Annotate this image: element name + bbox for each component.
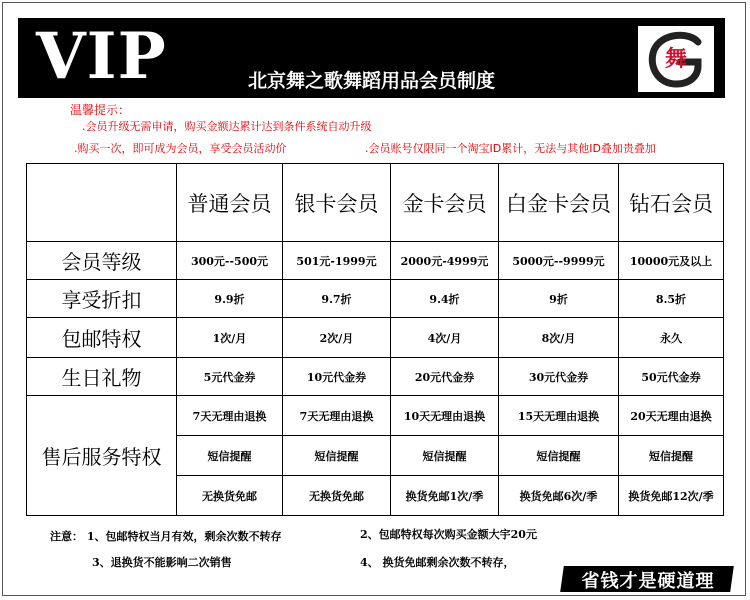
table-cell: 无换货免邮 (283, 476, 391, 516)
table-header-row (27, 164, 724, 242)
brand-logo (638, 26, 714, 92)
table-cell: 20天无理由退换 (619, 396, 724, 436)
table-cell: 9.7折 (283, 280, 391, 318)
row-label-free-shipping: 包邮特权 (27, 318, 177, 358)
slogan-text: 省钱才是硬道理 (581, 571, 715, 592)
table-cell: 30元代金券 (499, 358, 619, 396)
col-header-gold: 金卡会员 (391, 164, 499, 242)
table-cell: 9折 (499, 280, 619, 318)
table-cell: 短信提醒 (619, 436, 724, 476)
table-cell: 7天无理由退换 (177, 396, 283, 436)
table-cell: 短信提醒 (283, 436, 391, 476)
tip-line-2b: .会员账号仅限同一个淘宝ID累计，无法与其他ID叠加贵叠加 (365, 142, 656, 155)
col-header-silver: 银卡会员 (283, 164, 391, 242)
table-cell: 10元代金券 (283, 358, 391, 396)
table-cell: 9.4折 (391, 280, 499, 318)
row-label-level: 会员等级 (27, 242, 177, 280)
row-label-birthday-gift: 生日礼物 (27, 358, 177, 396)
table-row (27, 396, 724, 436)
footer-note-2: 2、包邮特权每次购买金额大宇20元 (360, 528, 537, 541)
table-cell: 8.5折 (619, 280, 724, 318)
tips-heading: 温馨提示： (70, 103, 131, 117)
tip-line-2a: .购买一次，即可成为会员，享受会员活动价 (74, 142, 287, 155)
table-cell: 20元代金券 (391, 358, 499, 396)
table-cell: 8次/月 (499, 318, 619, 358)
table-cell: 10天无理由退换 (391, 396, 499, 436)
table-cell: 15天无理由退换 (499, 396, 619, 436)
table-cell: 换货免邮12次/季 (619, 476, 724, 516)
table-cell: 1次/月 (177, 318, 283, 358)
table-cell: 5元代金券 (177, 358, 283, 396)
table-cell: 9.9折 (177, 280, 283, 318)
footer-note-1: 注意： 1、包邮特权当月有效，剩余次数不转存 (50, 530, 282, 543)
membership-table (26, 163, 724, 516)
tip-line-1: .会员升级无需申请，购买金额达累计达到条件系统自动升级 (82, 120, 372, 133)
table-cell: 换货免邮6次/季 (499, 476, 619, 516)
table-cell: 7天无理由退换 (283, 396, 391, 436)
table-cell: 换货免邮1次/季 (391, 476, 499, 516)
row-label-after-sales: 售后服务特权 (27, 396, 177, 516)
header-banner (18, 18, 725, 98)
table-cell: 永久 (619, 318, 724, 358)
table-cell: 短信提醒 (499, 436, 619, 476)
table-cell: 300元--500元 (177, 242, 283, 280)
corner-cell (27, 164, 177, 242)
table-cell: 短信提醒 (177, 436, 283, 476)
table-cell: 2次/月 (283, 318, 391, 358)
table-row (27, 318, 724, 358)
table-row (27, 358, 724, 396)
table-cell: 4次/月 (391, 318, 499, 358)
logo-letter: G (646, 48, 647, 49)
page-title: 北京舞之歌舞蹈用品会员制度 (248, 70, 496, 92)
col-header-regular: 普通会员 (177, 164, 283, 242)
table-cell: 501元-1999元 (283, 242, 391, 280)
footer-note-4: 4、 换货免邮剩余次数不转存， (360, 556, 515, 569)
table-cell: 5000元--9999元 (499, 242, 619, 280)
vip-title: VIP (36, 19, 167, 94)
logo-char: 舞 (664, 47, 688, 72)
footer-note-3: 3、退换货不能影响二次销售 (92, 556, 232, 569)
table-cell: 2000元-4999元 (391, 242, 499, 280)
table-cell: 50元代金券 (619, 358, 724, 396)
table-cell: 10000元及以上 (619, 242, 724, 280)
row-label-discount: 享受折扣 (27, 280, 177, 318)
table-cell: 无换货免邮 (177, 476, 283, 516)
col-header-diamond: 钻石会员 (619, 164, 724, 242)
table-row (27, 280, 724, 318)
col-header-platinum: 白金卡会员 (499, 164, 619, 242)
table-row (27, 242, 724, 280)
table-cell: 短信提醒 (391, 436, 499, 476)
